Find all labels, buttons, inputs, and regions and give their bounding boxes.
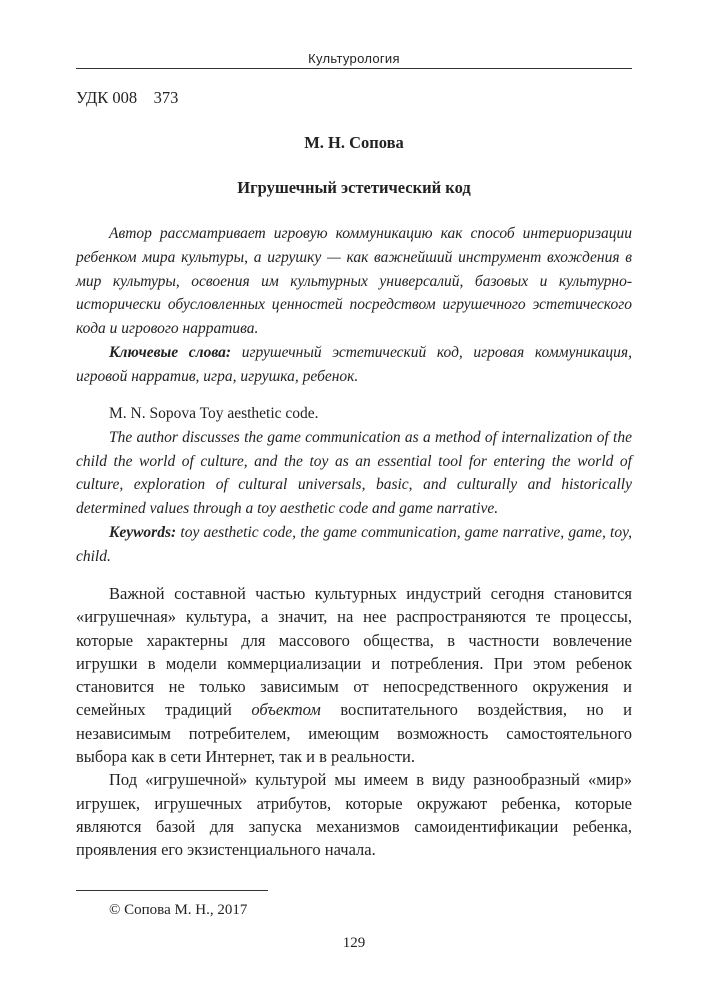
body-p1-part1: Важной составной частью культурных индустрий сегодня становится «игрушечная» культура, а значит, на нее распространяются те процессы, которые характерны для массового общества, в частности вовлечение игрушки в модели коммерциализации и потребления. При этом ребенок становится не только зависимым от непосредственного окружения и семейных традиций <box>76 584 632 720</box>
copyright-note: © Сопова М. Н., 2017 <box>109 902 248 918</box>
keywords-en <box>76 521 632 569</box>
abstract-ru-text: Автор рассматривает игровую коммуникацию как способ интериоризации ребенком мира культуры, а игрушку — как важнейший инструмент вхождения в мир культуры, освоения им культурных универсалий, базовых и культурно-исторически обусловленных ценностей посредством игрушечного эстетического кода и игрового нарратива. <box>76 225 632 338</box>
abstract-en-heading: M. N. Sopova Toy aesthetic code. <box>109 405 319 422</box>
body-paragraph-2: Под «игрушечной» культурой мы имеем в виду разнообразный «мир» игрушек, игрушечных атрибутов, которые окружают ребенка, которые являются базой для запуска механизмов самоидентификации ребенка, проявления его экзистенциального начала. <box>76 770 632 860</box>
keywords-ru-label: Ключевые слова: <box>109 343 232 361</box>
article-body <box>76 582 632 862</box>
abstract-en-text: The author discusses the game communication as a method of internalization of the child the world of culture, and the toy as an essential tool for entering the world of culture, exploration of cultural universals, basic, and culturally and historically determined values through a toy aesthetic code and game narrative. <box>76 428 632 518</box>
body-p1-emphasis: объектом <box>251 700 321 720</box>
header-rule <box>76 68 632 69</box>
abstract-russian <box>76 222 632 389</box>
keywords-ru-list: игрушечный эстетический код, игровая коммуникация, игровой нарратив, игра, игрушка, ребенок. <box>76 343 632 385</box>
article-title: Игрушечный эстетический код <box>237 178 471 197</box>
body-p1-part2: воспитательного воздействия, но и независимым потребителем, имеющим возможность самостоятельного выбора как в сети Интернет, так и в реальности. <box>76 700 633 767</box>
keywords-en-list: toy aesthetic code, the game communication, game narrative, game, toy, child. <box>76 523 632 565</box>
abstract-english <box>76 402 632 569</box>
body-paragraph-1 <box>76 582 632 768</box>
page-number: 129 <box>342 935 366 951</box>
running-head: Культурология <box>308 51 400 66</box>
footnote-rule <box>76 890 268 891</box>
keywords-ru <box>76 341 632 389</box>
author-name: М. Н. Сопова <box>304 133 404 152</box>
udc-code: УДК 008 373 <box>76 88 179 107</box>
keywords-en-label: Keywords: <box>109 523 177 541</box>
